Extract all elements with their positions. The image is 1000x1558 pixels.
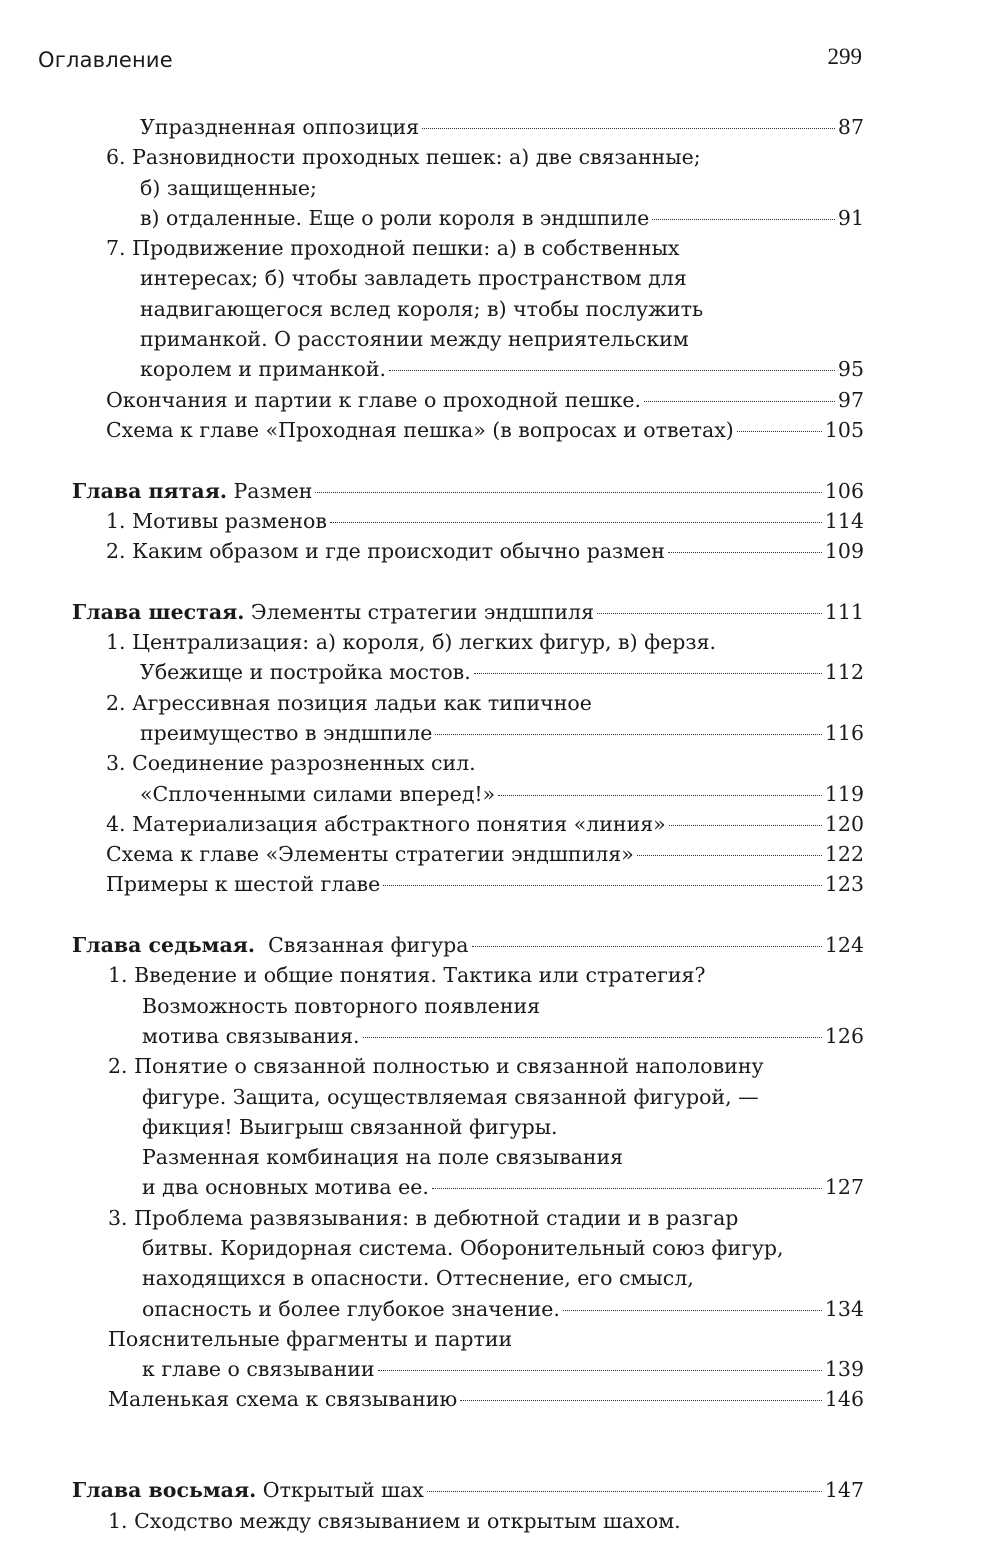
- toc-entry: 6. Разновидности проходных пешек: а) две связанные;: [106, 145, 701, 170]
- toc-entry: «Сплоченными силами вперед!» 119: [140, 781, 864, 806]
- toc-entry: и два основных мотива ее. 127: [142, 1175, 864, 1200]
- toc-entry: в) отдаленные. Еще о роли короля в эндшпиле 91: [140, 205, 864, 230]
- chapter-heading: Глава восьмая. Открытый шах 147: [72, 1478, 864, 1503]
- toc-entry: Упраздненная оппозиция 87: [140, 115, 864, 139]
- running-title: Оглавление: [38, 48, 173, 72]
- toc-entry: Примеры к шестой главе 123: [106, 872, 864, 897]
- toc-entry: 2. Каким образом и где происходит обычно размен 109: [106, 539, 864, 564]
- toc-entry: к главе о связывании 139: [142, 1357, 864, 1382]
- toc-entry: 1. Сходство между связыванием и открытым шахом.: [108, 1508, 681, 1533]
- toc-entry: находящихся в опасности. Оттеснение, его смысл,: [142, 1266, 694, 1291]
- page-number: 299: [827, 44, 862, 69]
- toc-entry: 1. Мотивы разменов 114: [106, 508, 864, 533]
- toc-entry: фигуре. Защита, осуществляемая связанной фигурой, —: [142, 1084, 759, 1109]
- toc-entry: Маленькая схема к связыванию 146: [108, 1387, 864, 1412]
- table-of-contents: [72, 112, 864, 1536]
- toc-entry: приманкой. О расстоянии между неприятельским: [140, 327, 689, 352]
- toc-entry: 3. Соединение разрозненных сил.: [106, 751, 476, 776]
- toc-entry: преимущество в эндшпиле 116: [140, 720, 864, 745]
- toc-entry: надвигающегося вслед короля; в) чтобы послужить: [140, 296, 704, 321]
- toc-entry: Схема к главе «Проходная пешка» (в вопросах и ответах) 105: [106, 417, 864, 442]
- toc-entry: королем и приманкой. 95: [140, 357, 864, 382]
- toc-entry: Разменная комбинация на поле связывания: [142, 1145, 624, 1170]
- toc-entry: битвы. Коридорная система. Оборонительный союз фигур,: [142, 1235, 784, 1260]
- toc-entry: Убежище и постройка мостов. 112: [140, 660, 864, 685]
- toc-entry: Схема к главе «Элементы стратегии эндшпиля» 122: [106, 842, 864, 867]
- toc-entry: 2. Понятие о связанной полностью и связанной наполовину: [108, 1054, 764, 1079]
- toc-entry: 1. Введение и общие понятия. Тактика или стратегия?: [108, 963, 706, 988]
- toc-entry: интересах; б) чтобы завладеть пространством для: [140, 266, 687, 291]
- toc-entry: 3. Проблема развязывания: в дебютной стадии и в разгар: [108, 1205, 739, 1230]
- toc-entry: мотива связывания. 126: [142, 1023, 864, 1048]
- toc-entry: 4. Материализация абстрактного понятия «линия» 120: [106, 811, 864, 836]
- toc-entry: 2. Агрессивная позиция ладьи как типичное: [106, 690, 592, 715]
- page-header: [38, 44, 862, 78]
- chapter-heading: Глава седьмая. Связанная фигура 124: [72, 933, 864, 958]
- toc-entry: Пояснительные фрагменты и партии: [108, 1326, 513, 1351]
- toc-entry: б) защищенные;: [140, 175, 317, 200]
- toc-entry: 7. Продвижение проходной пешки: а) в собственных: [106, 236, 680, 261]
- chapter-heading: Глава шестая. Элементы стратегии эндшпиля 111: [72, 599, 864, 624]
- toc-entry: Окончания и партии к главе о проходной пешке. 97: [106, 387, 864, 412]
- chapter-heading: Глава пятая. Размен 106: [72, 478, 864, 503]
- toc-entry: Возможность повторного появления: [142, 993, 541, 1018]
- toc-entry: фикция! Выигрыш связанной фигуры.: [142, 1114, 558, 1139]
- toc-entry: 1. Централизация: а) короля, б) легких фигур, в) ферзя.: [106, 630, 717, 655]
- toc-entry: опасность и более глубокое значение. 134: [142, 1296, 864, 1321]
